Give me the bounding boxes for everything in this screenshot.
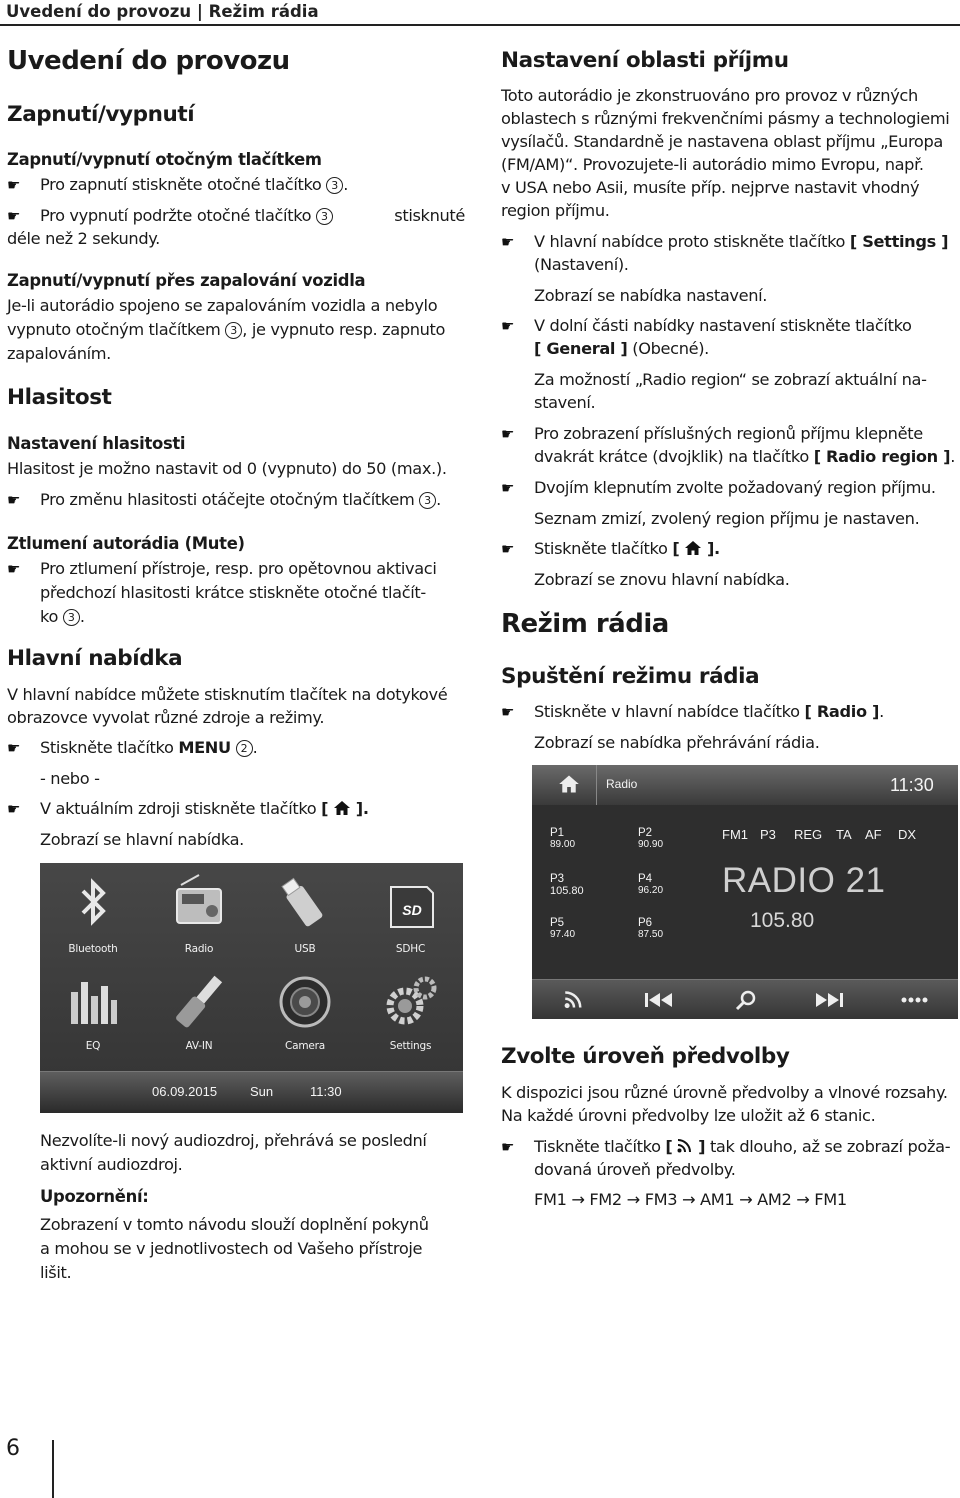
usb-stick-icon xyxy=(275,871,335,943)
or-separator: - nebo - xyxy=(40,769,100,788)
divider xyxy=(596,765,597,805)
tile-usb[interactable] xyxy=(252,863,358,960)
bracket-open: [ xyxy=(665,1137,673,1156)
radio-screen-time: 11:30 xyxy=(890,775,934,795)
bullet-text: Pro vypnutí podržte otočné tlačítko xyxy=(40,206,312,225)
result-line: Zobrazí se nabídka přehrávání rádia. xyxy=(534,733,820,752)
pointing-hand-icon: ☛ xyxy=(501,233,515,251)
header-title: Uvedení do provozu | Režim rádia xyxy=(6,2,319,21)
bullet-text-continued: dovaná úroveň předvolby. xyxy=(534,1160,736,1179)
paragraph-line: (FM/AM)“. Provozujete-li autorádio mimo Evropu, např. xyxy=(501,155,924,174)
preset-p6[interactable] xyxy=(638,917,663,940)
signal-icon xyxy=(677,1139,693,1153)
heading-oblast: Nastavení oblasti příjmu xyxy=(501,48,789,73)
tile-sdhc[interactable] xyxy=(358,863,463,960)
preset-name: P5 xyxy=(550,917,565,929)
radio-region-key-label: [ Radio region ] xyxy=(813,447,951,466)
preset-freq: 97.40 xyxy=(550,929,576,940)
bullet-text-continued: (Nastavení). xyxy=(534,255,629,274)
control-number-badge: 3 xyxy=(63,609,80,626)
paragraph-line: obrazovce vyvolat různé zdroje a režimy. xyxy=(7,708,325,727)
pointing-hand-icon: ☛ xyxy=(7,560,21,578)
preset-p5[interactable] xyxy=(550,917,575,940)
tile-label: AV-IN xyxy=(185,1040,213,1052)
bullet-text: V aktuálním zdroji stiskněte tlačítko xyxy=(40,799,317,818)
heading-spusteni: Spuštění režimu rádia xyxy=(501,664,760,689)
pointing-hand-icon: ☛ xyxy=(501,703,515,721)
arrow-right-icon: → xyxy=(626,1190,640,1209)
page-number: 6 xyxy=(6,1436,20,1461)
subheading-otocnym: Zapnutí/vypnutí otočným tlačítkem xyxy=(7,150,322,169)
bullet-text: Dvojím klepnutím zvolte požadovaný region příjmu. xyxy=(534,478,936,497)
signal-icon[interactable] xyxy=(564,991,584,1009)
pointing-hand-icon: ☛ xyxy=(501,1138,515,1156)
bracket-close: ]. xyxy=(706,539,720,558)
paragraph-line: vysílačů. Standardně je nastavena oblast příjmu „Europa xyxy=(501,132,943,151)
paragraph-line: Na každé úrovni předvolby lze uložit až 6 stanic. xyxy=(501,1106,876,1125)
pointing-hand-icon: ☛ xyxy=(7,739,21,757)
band-buttons xyxy=(722,827,952,845)
tile-label: Bluetooth xyxy=(68,943,118,955)
subheading-nastaveni-hlasitosti: Nastavení hlasitosti xyxy=(7,434,186,453)
result-line: Seznam zmizí, zvolený region příjmu je nastaven. xyxy=(534,509,920,528)
bullet-text: . xyxy=(950,447,955,466)
menu-key-label: MENU xyxy=(178,738,231,757)
paragraph-line: zapalováním. xyxy=(7,344,111,363)
preset-freq: 96.20 xyxy=(638,885,664,896)
page-number-divider xyxy=(52,1440,54,1498)
tile-label: USB xyxy=(294,943,316,955)
control-number-badge: 3 xyxy=(316,208,333,225)
pointing-hand-icon: ☛ xyxy=(7,176,21,194)
radio-icon xyxy=(169,871,229,943)
home-icon[interactable] xyxy=(558,773,580,795)
radio-screenshot xyxy=(532,765,958,1019)
bracket-open: [ xyxy=(672,539,680,558)
station-name: RADIO 21 xyxy=(722,861,886,900)
note-line: lišit. xyxy=(40,1263,72,1282)
radio-key-label: [ Radio ] xyxy=(804,702,880,721)
preset-p2[interactable] xyxy=(638,827,663,850)
pointing-hand-icon: ☛ xyxy=(7,800,21,818)
band-label: FM3 xyxy=(644,1190,678,1209)
status-time: 11:30 xyxy=(310,1084,342,1099)
radio-title-bar xyxy=(532,765,958,805)
band-label: FM1 xyxy=(534,1190,567,1209)
band-button-p3[interactable]: P3 xyxy=(760,827,776,842)
paragraph-text: , je vypnuto resp. zapnuto xyxy=(242,320,446,339)
sd-card-icon xyxy=(381,871,441,943)
band-button-ta[interactable]: TA xyxy=(836,827,852,842)
more-icon[interactable] xyxy=(900,996,928,1004)
bullet-text: V dolní části nabídky nastavení stiskněte tlačítko xyxy=(534,316,912,335)
subheading-zapalovani: Zapnutí/vypnutí přes zapalování vozidla xyxy=(7,271,366,290)
pointing-hand-icon: ☛ xyxy=(501,317,515,335)
control-number-badge: 2 xyxy=(236,740,253,757)
paragraph-line: region příjmu. xyxy=(501,201,610,220)
heading-hlavni-nabidka: Hlavní nabídka xyxy=(7,646,183,671)
bullet-text: Stiskněte tlačítko xyxy=(534,539,668,558)
tile-label: EQ xyxy=(85,1040,101,1052)
bullet-text: Pro zobrazení příslušných regionů příjmu klepněte xyxy=(534,424,923,443)
result-line: Za možností „Radio region“ se zobrazí aktuální na- xyxy=(534,370,927,389)
band-label: AM1 xyxy=(700,1190,735,1209)
preset-p4[interactable] xyxy=(638,873,663,896)
bullet-text: Pro změnu hlasitosti otáčejte otočným tlačítkem xyxy=(40,490,415,509)
bullet-text-continued: déle než 2 sekundy. xyxy=(7,229,160,248)
paragraph-line: Nezvolíte-li nový audiozdroj, přehrává se poslední xyxy=(40,1131,427,1150)
tile-bluetooth[interactable] xyxy=(40,863,146,960)
bracket-close: ] xyxy=(698,1137,706,1156)
heading-rezim-radia: Režim rádia xyxy=(501,609,669,639)
bullet-text: (Obecné). xyxy=(632,339,709,358)
band-sequence xyxy=(534,1189,847,1212)
note-line: Zobrazení v tomto návodu slouží doplnění pokynů xyxy=(40,1215,429,1234)
seek-back-icon[interactable] xyxy=(644,992,674,1008)
main-menu-screenshot xyxy=(40,863,463,1113)
heading-zapnuti: Zapnutí/vypnutí xyxy=(7,102,195,127)
bullet-text: V hlavní nabídce proto stiskněte tlačítko xyxy=(534,232,846,251)
note-heading: Upozornění: xyxy=(40,1187,149,1206)
general-key-label: [ General ] xyxy=(534,339,628,358)
paragraph-line: V hlavní nabídce můžete stisknutím tlačítek na dotykové xyxy=(7,685,448,704)
pointing-hand-icon: ☛ xyxy=(501,540,515,558)
home-icon xyxy=(684,540,702,556)
preset-name: P4 xyxy=(638,873,653,885)
arrow-right-icon: → xyxy=(796,1190,810,1209)
seek-forward-icon[interactable] xyxy=(814,992,844,1008)
equalizer-icon xyxy=(63,966,123,1038)
pointing-hand-icon: ☛ xyxy=(501,425,515,443)
tile-label: Camera xyxy=(284,1040,325,1052)
radio-control-bar xyxy=(532,979,958,1019)
bullet-text-continued xyxy=(534,446,955,469)
bluetooth-icon xyxy=(63,871,123,943)
result-line: Zobrazí se znovu hlavní nabídka. xyxy=(534,570,790,589)
home-icon xyxy=(333,800,351,816)
result-line: Zobrazí se nabídka nastavení. xyxy=(534,286,768,305)
station-frequency: 105.80 xyxy=(750,909,815,932)
search-icon[interactable] xyxy=(734,988,758,1012)
preset-name: P6 xyxy=(638,917,653,929)
paragraph-line: aktivní audiozdroj. xyxy=(40,1155,183,1174)
control-number-badge: 3 xyxy=(326,177,343,194)
preset-freq: 105.80 xyxy=(550,885,584,897)
bullet-text: tak dlouho, až se zobrazí poža- xyxy=(709,1137,951,1156)
pointing-hand-icon: ☛ xyxy=(501,479,515,497)
bullet-text: Tiskněte tlačítko xyxy=(534,1137,661,1156)
band-label: FM2 xyxy=(589,1190,622,1209)
bullet-text: dvakrát krátce (dvojklik) na tlačítko xyxy=(534,447,809,466)
preset-freq: 87.50 xyxy=(638,929,664,940)
paragraph-line: v USA nebo Asii, musíte příp. nejprve nastavit vhodný xyxy=(501,178,920,197)
arrow-right-icon: → xyxy=(682,1190,696,1209)
pointing-hand-icon: ☛ xyxy=(7,207,21,225)
paragraph-line: K dispozici jsou různé úrovně předvolby a vlnové rozsahy. xyxy=(501,1083,948,1102)
preset-p3[interactable] xyxy=(550,873,584,897)
preset-list xyxy=(532,821,712,957)
sd-card-label: SD xyxy=(401,902,422,918)
bullet-text: Stiskněte tlačítko xyxy=(40,738,174,757)
bullet-text: Pro ztlumení přístroje, resp. pro opětovnou aktivaci xyxy=(40,559,437,578)
tile-label: Settings xyxy=(389,1040,432,1052)
radio-screen-title: Radio xyxy=(606,777,638,791)
bullet-text-continued xyxy=(534,338,709,361)
settings-key-label: [ Settings ] xyxy=(849,232,949,251)
status-day: Sun xyxy=(250,1084,274,1099)
paragraph-line: Toto autorádio je zkonstruováno pro provoz v různých xyxy=(501,86,918,105)
control-number-badge: 3 xyxy=(225,322,242,339)
result-line: stavení. xyxy=(534,393,596,412)
tile-camera[interactable] xyxy=(252,960,358,1058)
status-bar xyxy=(40,1071,463,1113)
gear-icon xyxy=(381,966,441,1038)
bracket-open: [ xyxy=(321,799,329,818)
paragraph-text: vypnuto otočným tlačítkem xyxy=(7,320,221,339)
note-line: a mohou se v jednotlivostech od Vašeho přístroje xyxy=(40,1239,423,1258)
camera-lens-icon xyxy=(275,966,335,1038)
preset-name: P2 xyxy=(638,827,653,839)
arrow-right-icon: → xyxy=(571,1190,585,1209)
bullet-text: ko xyxy=(40,607,59,626)
bullet-text-continued: ko 3 . xyxy=(40,607,85,626)
right-column xyxy=(501,0,960,1230)
paragraph-line xyxy=(7,319,445,342)
status-date: 06.09.2015 xyxy=(152,1084,218,1099)
subheading-mute: Ztlumení autorádia (Mute) xyxy=(7,534,245,553)
band-label: AM2 xyxy=(757,1190,792,1209)
preset-p1[interactable] xyxy=(550,827,575,850)
band-button-dx[interactable]: DX xyxy=(898,827,917,842)
preset-name: P1 xyxy=(550,827,565,839)
tile-eq[interactable] xyxy=(40,960,146,1058)
tile-radio[interactable] xyxy=(146,863,252,960)
control-number-badge: 3 xyxy=(419,492,436,509)
pointing-hand-icon: ☛ xyxy=(7,491,21,509)
tile-settings[interactable] xyxy=(358,960,463,1058)
paragraph-line: Je-li autorádio spojeno se zapalováním vozidla a nebylo xyxy=(7,296,438,315)
tile-label: Radio xyxy=(184,943,214,955)
band-button-reg[interactable]: REG xyxy=(794,827,823,842)
band-button-fm1[interactable]: FM1 xyxy=(722,827,748,842)
arrow-right-icon: → xyxy=(739,1190,753,1209)
preset-freq: 89.00 xyxy=(550,839,576,850)
bullet-text: Pro zapnutí stiskněte otočné tlačítko xyxy=(40,175,322,194)
bullet-text-continued: předchozí hlasitosti krátce stiskněte otočné tlačít- xyxy=(40,583,426,602)
paragraph-line: Hlasitost je možno nastavit od 0 (vypnuto) do 50 (max.). xyxy=(7,459,447,478)
paragraph-line: oblastech s různými frekvenčními pásmy a technologiemi xyxy=(501,109,950,128)
tile-av-in[interactable] xyxy=(146,960,252,1058)
audio-jack-icon xyxy=(169,966,229,1038)
result-line: Zobrazí se hlavní nabídka. xyxy=(40,830,244,849)
bracket-close: ]. xyxy=(355,799,369,818)
preset-name: P3 xyxy=(550,873,565,885)
heading-zvolte: Zvolte úroveň předvolby xyxy=(501,1044,790,1069)
bullet-text: . xyxy=(879,702,884,721)
bullet-text-end: stisknuté xyxy=(394,206,465,225)
heading-hlasitost: Hlasitost xyxy=(7,385,112,410)
preset-freq: 90.90 xyxy=(638,839,664,850)
band-label: FM1 xyxy=(814,1190,847,1209)
band-button-af[interactable]: AF xyxy=(865,827,882,842)
heading-uvedeni: Uvedení do provozu xyxy=(7,46,290,76)
tile-label: SDHC xyxy=(395,943,426,955)
left-column: Uvedení do provozu Zapnutí/vypnutí Zapnutí/vypnutí otočným tlačítkem ☛ Pro zapnutí stiskněte otočné tlačítko 3 . ☛ Pro vypnutí podržte otočné tlačítko 3 stisknuté déle než 2 sekundy. Zapnutí/vypnutí přes zapalování vozidla Je-li autorádio spojeno se zapalováním vozidla a nebylo vypnuto otočným tlačítkem 3 , je vypnuto resp. zapnuto zapalováním. Hlasitost Nastavení hlasitosti Hlasitost je možno nastavit od 0 (vypnuto) do 50 (max.). ☛ Pro změnu hlasitosti otáčejte otočným tlačítkem 3 . Ztlumení autorádia (Mute) ☛ Pro ztlumení přístroje, resp. pro opětovnou aktivaci předchozí hlasitosti krátce stiskněte otočné tlačít- ko 3 . Hlavní nabídka V hlavní nabídce můžete stisknutím tlačítek na dotykové obrazovce vyvolat různé zdroje a režimy. ☛ Stiskněte tlačítko MENU 2 . - nebo - ☛ V aktuálním zdroji stiskněte tlačítko [ ]. Zobrazí se hlavní nabídka. Nezvolíte-li nový audiozdroj, přehrává se poslední aktivní audiozdroj. Upozornění: Zobrazení v tomto návodu slouží doplnění pokynů a mohou se v jednotlivostech od Vašeho přístroje lišit. xyxy=(7,0,467,1300)
bullet-text: Stiskněte v hlavní nabídce tlačítko xyxy=(534,702,800,721)
